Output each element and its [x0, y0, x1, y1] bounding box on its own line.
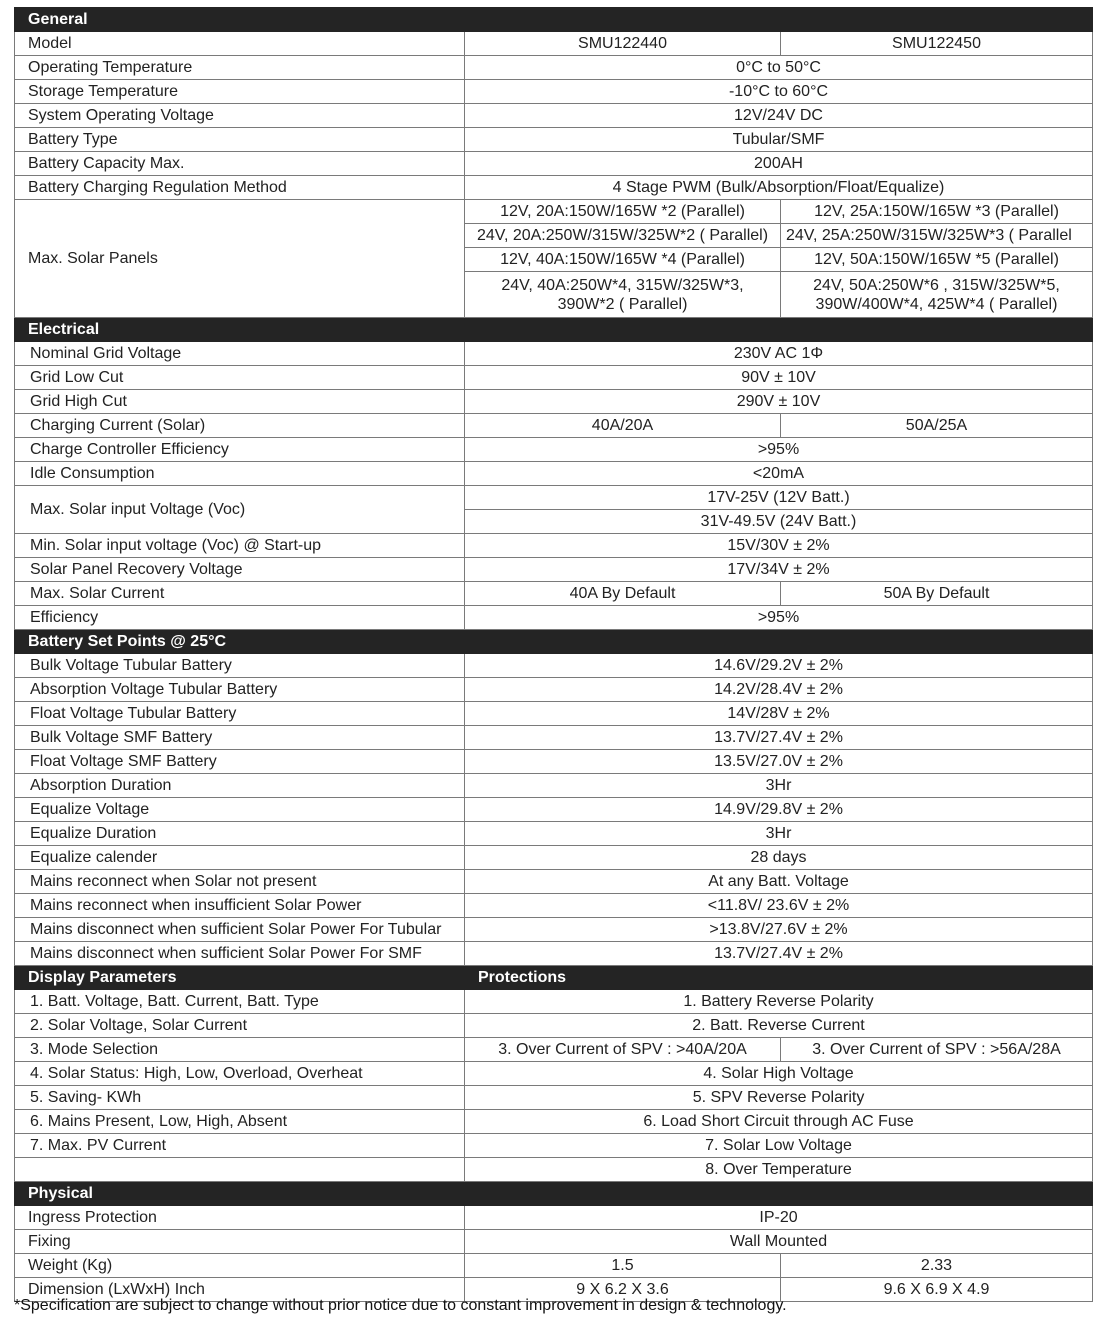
spec-row: [15, 80, 1093, 104]
row-value: 12V/24V DC: [465, 104, 1093, 128]
row-label: Dimension (LxWxH) Inch: [15, 1278, 465, 1302]
protection-item: 4. Solar High Voltage: [465, 1062, 1093, 1086]
row-label: Absorption Voltage Tubular Battery: [15, 678, 465, 702]
spec-row: [15, 462, 1093, 486]
protection-item: 7. Solar Low Voltage: [465, 1134, 1093, 1158]
row-value: 13.5V/27.0V ± 2%: [465, 750, 1093, 774]
row-value: IP-20: [465, 1206, 1093, 1230]
spec-row: [15, 726, 1093, 750]
row-value: -10°C to 60°C: [465, 80, 1093, 104]
spec-row: [15, 654, 1093, 678]
row-label: Efficiency: [15, 606, 465, 630]
spec-row: [15, 366, 1093, 390]
value-a: 9 X 6.2 X 3.6: [465, 1278, 781, 1302]
panel-b-line1: 24V, 50A:250W*6 , 315W/325W*5,: [813, 276, 1060, 294]
spec-row: [15, 1062, 1093, 1086]
row-value: >95%: [465, 438, 1093, 462]
row-label: Storage Temperature: [15, 80, 465, 104]
panel-b: 24V, 25A:250W/315W/325W*3 ( Parallel: [781, 224, 1093, 248]
spec-row: [15, 702, 1093, 726]
row-label: Fixing: [15, 1230, 465, 1254]
row-label: Bulk Voltage SMF Battery: [15, 726, 465, 750]
spec-row: [15, 342, 1093, 366]
row-value: 90V ± 10V: [465, 366, 1093, 390]
spec-row: [15, 606, 1093, 630]
row-label: Nominal Grid Voltage: [15, 342, 465, 366]
spec-row: [15, 152, 1093, 176]
row-label: Float Voltage SMF Battery: [15, 750, 465, 774]
row-value: 14.6V/29.2V ± 2%: [465, 654, 1093, 678]
row-value: 15V/30V ± 2%: [465, 534, 1093, 558]
row-label: Mains reconnect when Solar not present: [15, 870, 465, 894]
spec-row: [15, 774, 1093, 798]
panel-a-line2: 390W*2 ( Parallel): [557, 295, 688, 313]
display-item: 3. Mode Selection: [15, 1038, 465, 1062]
spec-row: [15, 128, 1093, 152]
spec-row: [15, 534, 1093, 558]
row-label: Charge Controller Efficiency: [15, 438, 465, 462]
row-value: 13.7V/27.4V ± 2%: [465, 726, 1093, 750]
row-label: Equalize calender: [15, 846, 465, 870]
row-value: <20mA: [465, 462, 1093, 486]
spec-row: [15, 1014, 1093, 1038]
row-label: Mains disconnect when sufficient Solar Power For Tubular: [15, 918, 465, 942]
specification-table: [14, 7, 1093, 1302]
protection-item: 1. Battery Reverse Polarity: [465, 990, 1093, 1014]
row-value: 14.2V/28.4V ± 2%: [465, 678, 1093, 702]
row-label: Mains disconnect when sufficient Solar Power For SMF: [15, 942, 465, 966]
display-item: 4. Solar Status: High, Low, Overload, Overheat: [15, 1062, 465, 1086]
value-a: 40A/20A: [465, 414, 781, 438]
row-value: 31V-49.5V (24V Batt.): [465, 510, 1093, 534]
display-item: 6. Mains Present, Low, High, Absent: [15, 1110, 465, 1134]
value-b: 9.6 X 6.9 X 4.9: [781, 1278, 1093, 1302]
row-label: Battery Capacity Max.: [15, 152, 465, 176]
row-label: Max. Solar Current: [15, 582, 465, 606]
spec-row: [15, 822, 1093, 846]
spec-row: [15, 678, 1093, 702]
spec-row-panels: [15, 200, 1093, 224]
spec-row-voc: [15, 486, 1093, 510]
spec-row: [15, 390, 1093, 414]
row-value: 3Hr: [465, 774, 1093, 798]
spec-row: [15, 1254, 1093, 1278]
row-label: Charging Current (Solar): [15, 414, 465, 438]
row-value: 28 days: [465, 846, 1093, 870]
row-value: 290V ± 10V: [465, 390, 1093, 414]
display-item: 5. Saving- KWh: [15, 1086, 465, 1110]
row-label: Float Voltage Tubular Battery: [15, 702, 465, 726]
row-label: Battery Type: [15, 128, 465, 152]
display-item: 2. Solar Voltage, Solar Current: [15, 1014, 465, 1038]
row-label: Equalize Duration: [15, 822, 465, 846]
spec-row: [15, 990, 1093, 1014]
protection-item: 6. Load Short Circuit through AC Fuse: [465, 1110, 1093, 1134]
protection-item: 8. Over Temperature: [465, 1158, 1093, 1182]
row-value: 4 Stage PWM (Bulk/Absorption/Float/Equalize): [465, 176, 1093, 200]
spec-row: [15, 750, 1093, 774]
panel-b: [781, 272, 1093, 318]
spec-row: [15, 1038, 1093, 1062]
row-label: Absorption Duration: [15, 774, 465, 798]
spec-row: [15, 56, 1093, 80]
model-a: SMU122440: [465, 32, 781, 56]
value-b: 50A/25A: [781, 414, 1093, 438]
protection-item: 2. Batt. Reverse Current: [465, 1014, 1093, 1038]
row-value: 14.9V/29.8V ± 2%: [465, 798, 1093, 822]
row-label: Model: [15, 32, 465, 56]
value-a: 1.5: [465, 1254, 781, 1278]
row-label: Max. Solar input Voltage (Voc): [15, 486, 465, 534]
footnote: *Specification are subject to change without prior notice due to constant improvement in design & technology.: [14, 1297, 787, 1314]
row-label: Operating Temperature: [15, 56, 465, 80]
panel-b: 12V, 50A:150W/165W *5 (Parallel): [781, 248, 1093, 272]
row-label: Ingress Protection: [15, 1206, 465, 1230]
display-item-empty: [15, 1158, 465, 1182]
spec-row: [15, 1134, 1093, 1158]
row-value: 14V/28V ± 2%: [465, 702, 1093, 726]
spec-row: [15, 894, 1093, 918]
row-label: Equalize Voltage: [15, 798, 465, 822]
spec-row: [15, 798, 1093, 822]
row-value: >95%: [465, 606, 1093, 630]
row-label: Solar Panel Recovery Voltage: [15, 558, 465, 582]
spec-row: [15, 1110, 1093, 1134]
row-value: >13.8V/27.6V ± 2%: [465, 918, 1093, 942]
display-item: 1. Batt. Voltage, Batt. Current, Batt. Type: [15, 990, 465, 1014]
row-value: <11.8V/ 23.6V ± 2%: [465, 894, 1093, 918]
row-value: 0°C to 50°C: [465, 56, 1093, 80]
row-value: Tubular/SMF: [465, 128, 1093, 152]
spec-row: [15, 870, 1093, 894]
spec-row-model: [15, 32, 1093, 56]
spec-row: [15, 438, 1093, 462]
row-label: Weight (Kg): [15, 1254, 465, 1278]
row-value: 17V-25V (12V Batt.): [465, 486, 1093, 510]
spec-row: [15, 1158, 1093, 1182]
row-value: 200AH: [465, 152, 1093, 176]
display-item: 7. Max. PV Current: [15, 1134, 465, 1158]
row-value: 230V AC 1Φ: [465, 342, 1093, 366]
value-a: 40A By Default: [465, 582, 781, 606]
spec-row: [15, 104, 1093, 128]
spec-row: [15, 558, 1093, 582]
value-b: 50A By Default: [781, 582, 1093, 606]
panel-a: 12V, 40A:150W/165W *4 (Parallel): [465, 248, 781, 272]
section-header-electrical: Electrical: [15, 318, 1093, 342]
spec-row: [15, 918, 1093, 942]
panel-b: 12V, 25A:150W/165W *3 (Parallel): [781, 200, 1093, 224]
spec-row: [15, 1206, 1093, 1230]
spec-row: [15, 1230, 1093, 1254]
section-header-protections: Protections: [465, 966, 1093, 990]
section-header-general: General: [15, 8, 1093, 32]
model-b: SMU122450: [781, 32, 1093, 56]
row-value: At any Batt. Voltage: [465, 870, 1093, 894]
panel-a-line1: 24V, 40A:250W*4, 315W/325W*3,: [501, 276, 744, 294]
row-label: Grid Low Cut: [15, 366, 465, 390]
spec-row: [15, 582, 1093, 606]
row-value: Wall Mounted: [465, 1230, 1093, 1254]
row-label: System Operating Voltage: [15, 104, 465, 128]
section-header-physical: Physical: [15, 1182, 1093, 1206]
section-header-battery: Battery Set Points @ 25°C: [15, 630, 1093, 654]
protection-item-a: 3. Over Current of SPV : >40A/20A: [465, 1038, 781, 1062]
row-label: Grid High Cut: [15, 390, 465, 414]
panel-a: 24V, 20A:250W/315W/325W*2 ( Parallel): [465, 224, 781, 248]
protection-item-b: 3. Over Current of SPV : >56A/28A: [781, 1038, 1093, 1062]
row-label: Max. Solar Panels: [15, 200, 465, 318]
spec-row: [15, 942, 1093, 966]
row-label: Bulk Voltage Tubular Battery: [15, 654, 465, 678]
row-label: Mains reconnect when insufficient Solar Power: [15, 894, 465, 918]
spec-row: [15, 414, 1093, 438]
row-value: 3Hr: [465, 822, 1093, 846]
panel-a: 12V, 20A:150W/165W *2 (Parallel): [465, 200, 781, 224]
spec-row: [15, 176, 1093, 200]
protection-item: 5. SPV Reverse Polarity: [465, 1086, 1093, 1110]
row-label: Idle Consumption: [15, 462, 465, 486]
row-label: Battery Charging Regulation Method: [15, 176, 465, 200]
section-header-display: Display Parameters: [15, 966, 465, 990]
panel-a: [465, 272, 781, 318]
panel-b-line2: 390W/400W*4, 425W*4 ( Parallel): [815, 295, 1058, 313]
row-label: Min. Solar input voltage (Voc) @ Start-up: [15, 534, 465, 558]
row-value: 13.7V/27.4V ± 2%: [465, 942, 1093, 966]
spec-row: [15, 846, 1093, 870]
row-value: 17V/34V ± 2%: [465, 558, 1093, 582]
spec-row: [15, 1086, 1093, 1110]
value-b: 2.33: [781, 1254, 1093, 1278]
